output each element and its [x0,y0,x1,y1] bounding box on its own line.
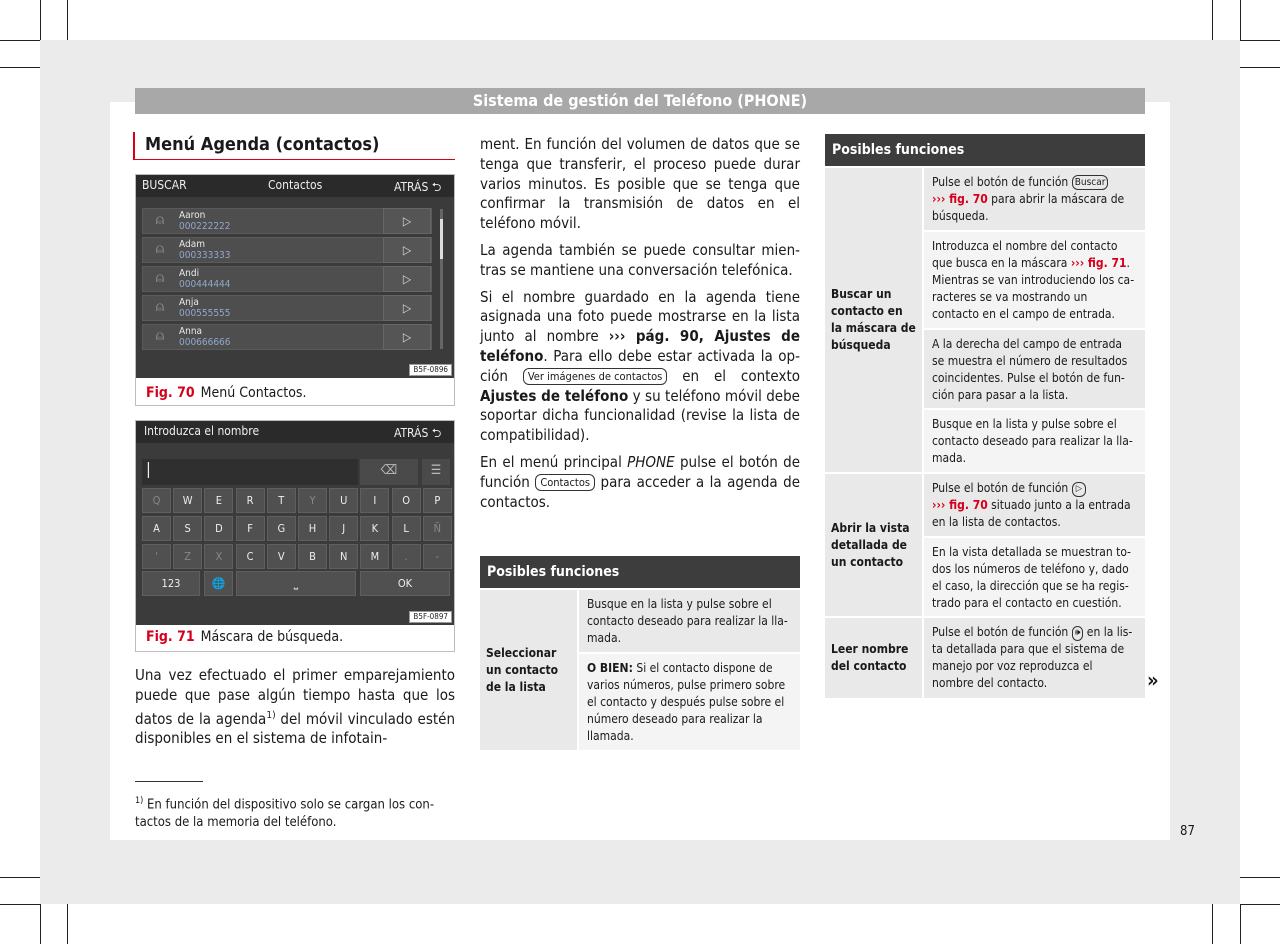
contact-number: 000333333 [179,250,231,261]
contact-number: 000666666 [179,337,231,348]
table-cell: Busque en la lista y pulse sobre el contacto deseado para realizar la llamada. [579,590,800,652]
backspace-icon[interactable]: ⌫ [360,459,418,485]
figure-caption: Fig. 70 Menú Contactos. [146,385,307,401]
key-z[interactable]: Z [173,544,202,569]
key-symbol[interactable]: ' [142,544,171,569]
functions-table-1 [480,556,800,750]
buscar-button[interactable]: BUSCAR [142,178,187,192]
functions-table-2 [825,134,1145,698]
contact-name: Anja [179,297,199,308]
table-cell: A la derecha del campo de entrada se muestra el número de resultados coincidentes. Pulse el botón de función para pasar a la lista. [924,330,1145,408]
contact-row[interactable] [142,237,432,263]
key-v[interactable]: V [267,544,296,569]
ver-imagenes-button: Ver imágenes de contactos [523,368,667,385]
person-icon: ⍝ [155,328,165,344]
key-h[interactable]: H [298,516,327,541]
continue-marker: » [1147,668,1159,692]
page-number: 87 [1180,824,1195,839]
search-prompt: Introduzca el nombre [144,424,260,438]
screen-title: Contactos [268,178,323,192]
key-a[interactable]: A [142,516,171,541]
key-d[interactable]: D [204,516,233,541]
atras-button[interactable]: ATRÁS ⮌ [394,180,442,194]
key-p[interactable]: P [423,488,452,513]
key-j[interactable]: J [329,516,358,541]
key-c[interactable]: C [236,544,265,569]
key-m[interactable]: M [360,544,389,569]
table-cell: Introduzca el nombre del contacto que busca en la máscara ››› fig. 71. Mientras se van introduciendo los caracteres se va mostrando un contacto en el campo de entrada. [924,232,1145,328]
contact-number: 000222222 [179,221,231,232]
contact-row[interactable] [142,324,432,350]
person-icon: ⍝ [155,270,165,286]
contacts-screen [136,175,454,378]
play-icon[interactable]: ▷ [383,266,431,292]
contact-row[interactable] [142,295,432,321]
back-arrow-icon: ⮌ [431,180,442,194]
key-ñ[interactable]: Ñ [423,516,452,541]
key-f[interactable]: F [236,516,265,541]
paragraph: ment. En función del volumen de datos que se tenga que transferir, el proceso puede durar varios minutos. Es posible que se tenga que confirmar la transmisión de datos en el teléfono móvil. [480,135,800,233]
search-screen [136,421,454,625]
chapter-banner: Sistema de gestión del Teléfono (PHONE) [135,88,1145,114]
figure-link[interactable]: ››› fig. 70 [932,498,988,512]
section-title: Menú Agenda (contactos) [133,132,455,160]
key-s[interactable]: S [173,516,202,541]
person-icon: ⍝ [155,299,165,315]
contact-row[interactable] [142,266,432,292]
table-row-label: Seleccionar un contacto de la lista [480,590,577,750]
footnote-rule [135,781,203,782]
play-icon[interactable]: ▷ [383,295,431,321]
atras-button[interactable]: ATRÁS ⮌ [394,426,442,440]
key-x[interactable]: X [204,544,233,569]
figure-70 [135,174,455,406]
table-cell: Pulse el botón de función Buscar ››› fig. 70 para abrir la máscara de búsqueda. [924,168,1145,230]
figure-link[interactable]: ››› fig. 71 [1070,256,1127,270]
contactos-button: Contactos [535,474,595,491]
globe-icon[interactable]: 🌐 [204,571,233,596]
space-key[interactable]: ⎵ [236,571,356,596]
key-g[interactable]: G [267,516,296,541]
search-topbar [136,421,454,443]
contact-name: Aaron [179,210,206,221]
contact-number: 000555555 [179,308,231,319]
contact-name: Adam [179,239,205,250]
buscar-button-ref: Buscar [1072,175,1109,190]
contact-number: 000444444 [179,279,231,290]
figure-71 [135,420,455,652]
table-cell: O BIEN: Si el contacto dispone de varios números, pulse primero sobre el contacto y después pulse sobre el número deseado para realizar la llamada. [579,654,800,750]
play-icon[interactable]: ▷ [383,237,431,263]
table-cell: Busque en la lista y pulse sobre el contacto deseado para realizar la llamada. [924,410,1145,472]
table-cell: Pulse el botón de función ▷ ››› fig. 70 situado junto a la entrada en la lista de contactos. [924,474,1145,536]
key-123[interactable]: 123 [142,571,200,596]
key-w[interactable]: W [173,488,202,513]
key-symbol[interactable]: - [423,544,452,569]
key-b[interactable]: B [298,544,327,569]
contact-name: Andi [179,268,200,279]
play-button-ref: ▷ [1072,482,1086,497]
paragraph: Si el nombre guardado en la agenda tiene asignada una foto puede mostrarse en la lista junto al nombre ››› pág. 90, Ajustes de teléfono. Para ello debe estar activada la opción Ver imágenes de contactos en el contexto Ajustes de teléfono y su teléfono móvil debe soportar dicha funcionalidad (revise la lista de compatibilidad). [480,287,801,445]
key-t[interactable]: T [267,488,296,513]
key-symbol[interactable]: . [392,544,421,569]
key-n[interactable]: N [329,544,358,569]
figure-link[interactable]: ››› fig. 70 [932,192,988,206]
play-icon[interactable]: ▷ [383,324,431,350]
footnote: $^{1)}$ En función del dispositivo solo se cargan los contactos de la memoria del teléfono. [135,796,435,831]
key-q[interactable]: Q [142,488,171,513]
contact-name: Anna [179,326,203,337]
table-row-label: Leer nombre del contacto [825,618,922,698]
table-cell: Pulse el botón de función 🕪 en la lista detallada para que el sistema de manejo por voz reproduzca el nombre del contacto. [924,618,1145,698]
play-icon[interactable]: ▷ [383,208,431,234]
list-icon[interactable]: ☰ [422,459,450,485]
table-cell: En la vista detallada se muestran todos los números de teléfono y, dado el caso, la dirección que se ha registrado para el contacto en cuestión. [924,538,1145,616]
speaker-button-ref: 🕪 [1072,626,1084,641]
key-l[interactable]: L [392,516,421,541]
left-paragraph: Una vez efectuado el primer emparejamiento puede que pase algún tiempo hasta que los datos de la agenda$^{1)}$ del móvil vinculado estén disponibles en el sistema de infotain- [135,666,455,748]
middle-text [480,135,800,519]
person-icon: ⍝ [155,212,165,228]
key-i[interactable]: I [360,488,389,513]
table-row-label: Buscar un contacto en la máscara de búsqueda [825,168,922,472]
table-row-label: Abrir la vista detallada de un contacto [825,474,922,616]
key-r[interactable]: R [236,488,265,513]
search-input[interactable]: | [142,459,358,485]
contacts-topbar [136,175,454,197]
figure-code: B5F-0897 [409,611,452,623]
key-e[interactable]: E [204,488,233,513]
key-y[interactable]: Y [298,488,327,513]
table-header: Posibles funciones [825,134,1145,166]
key-o[interactable]: O [392,488,421,513]
figure-caption: Fig. 71 Máscara de búsqueda. [146,629,344,645]
back-arrow-icon: ⮌ [431,426,442,440]
key-u[interactable]: U [329,488,358,513]
ok-button[interactable]: OK [360,571,450,596]
person-icon: ⍝ [155,241,165,257]
paragraph: En el menú principal PHONE pulse el botón de función Contactos para acceder a la agenda de contactos. [480,452,800,511]
contact-row[interactable] [142,208,432,234]
table-header: Posibles funciones [480,556,800,588]
paragraph: La agenda también se puede consultar mientras se mantiene una conversación telefónica. [480,240,800,279]
figure-code: B5F-0896 [409,364,452,376]
scrollbar[interactable] [440,209,443,349]
key-k[interactable]: K [360,516,389,541]
page-reference-link[interactable]: ››› pág. 90, Ajustes de teléfono [480,327,800,365]
